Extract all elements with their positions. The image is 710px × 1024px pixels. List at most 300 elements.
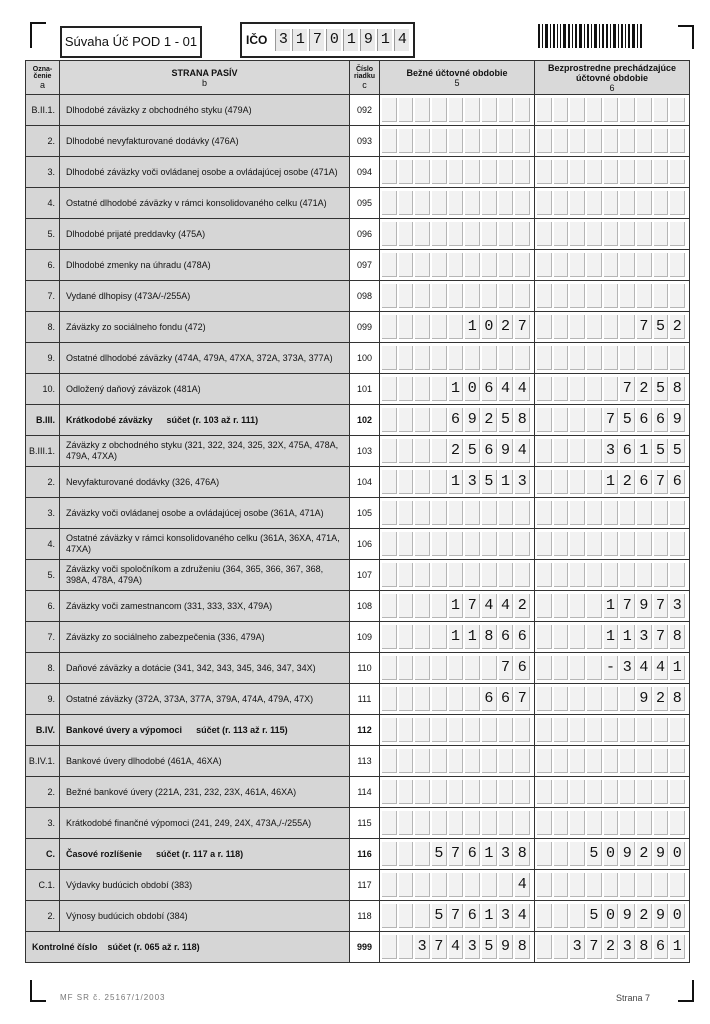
digit-cell (432, 501, 447, 525)
digit-cell (604, 346, 619, 370)
digit-cell: 1 (465, 625, 480, 649)
digit-cell: 1 (449, 470, 464, 494)
row-mark: Kontrolné číslo (32, 941, 98, 952)
row-description-text: Záväzky zo sociálneho fondu (472) (66, 321, 206, 332)
digit-cell (670, 873, 685, 897)
digit-cell: 4 (515, 873, 530, 897)
digit-cell (382, 346, 397, 370)
page-number: Strana 7 (616, 993, 651, 1003)
digit-cell (587, 222, 602, 246)
digit-cells (537, 594, 687, 618)
digit-cell: 7 (654, 594, 669, 618)
digit-cell (570, 439, 585, 463)
digit-cell (449, 284, 464, 308)
digit-cell (382, 842, 397, 866)
digit-cell (449, 749, 464, 773)
digit-cell (537, 718, 552, 742)
row-mark: 2. (26, 901, 60, 932)
current-period-value (380, 870, 535, 901)
digit-cell (587, 780, 602, 804)
digit-cells (537, 532, 687, 556)
col-b-letter: b (201, 77, 207, 88)
digit-cell (637, 98, 652, 122)
digit-cell: 2 (604, 935, 619, 959)
digit-cell (554, 718, 569, 742)
digit-cell (399, 346, 414, 370)
digit-cell (432, 253, 447, 277)
digit-cell (670, 532, 685, 556)
digit-cell (537, 284, 552, 308)
digit-cell (587, 687, 602, 711)
row-description (60, 343, 350, 374)
digit-cell (670, 346, 685, 370)
digit-cells (382, 98, 532, 122)
digit-cell (465, 780, 480, 804)
row-description (60, 374, 350, 405)
digit-cell (620, 315, 635, 339)
previous-period-value (535, 374, 690, 405)
digit-cell (399, 842, 414, 866)
digit-cell: 0 (465, 377, 480, 401)
digit-cell: 0 (604, 904, 619, 928)
col-b-title: STRANA PASÍV (171, 67, 238, 78)
digit-cell: 5 (482, 470, 497, 494)
digit-cell (482, 749, 497, 773)
digit-cells (537, 687, 687, 711)
digit-cell (499, 718, 514, 742)
digit-cell (604, 811, 619, 835)
digit-cell (620, 687, 635, 711)
digit-cell (399, 470, 414, 494)
digit-cell: 3 (620, 935, 635, 959)
digit-cell (637, 284, 652, 308)
digit-cell (482, 656, 497, 680)
digit-cell (432, 532, 447, 556)
digit-cell (537, 129, 552, 153)
digit-cell (449, 222, 464, 246)
digit-cell: 1 (604, 625, 619, 649)
digit-cell (515, 284, 530, 308)
digit-cell (670, 129, 685, 153)
digit-cells (382, 532, 532, 556)
previous-period-value (535, 746, 690, 777)
previous-period-value (535, 312, 690, 343)
row-mark: 10. (26, 374, 60, 405)
digit-cell (570, 253, 585, 277)
digit-cell (482, 780, 497, 804)
row-description-text: Krátkodobé záväzky (66, 414, 153, 425)
digit-cell (637, 129, 652, 153)
digit-cell (637, 811, 652, 835)
digit-cell (449, 873, 464, 897)
col-header-5 (380, 61, 535, 95)
digit-cell (554, 191, 569, 215)
table-row (26, 746, 690, 777)
digit-cell (499, 873, 514, 897)
digit-cell (415, 222, 430, 246)
digit-cell (465, 718, 480, 742)
digit-cell (449, 563, 464, 587)
digit-cell (415, 718, 430, 742)
previous-period-value (535, 157, 690, 188)
digit-cell (382, 811, 397, 835)
row-description-text: Ostatné záväzky (372A, 373A, 377A, 379A, 474A, 479A, 47X) (66, 693, 314, 704)
digit-cell (515, 346, 530, 370)
digit-cell (382, 656, 397, 680)
row-number: 116 (350, 839, 380, 870)
digit-cell (570, 315, 585, 339)
digit-cells (537, 470, 687, 494)
digit-cell: 6 (637, 470, 652, 494)
digit-cell: 7 (432, 935, 447, 959)
digit-cell (620, 811, 635, 835)
digit-cell: 7 (449, 904, 464, 928)
digit-cell (415, 749, 430, 773)
digit-cell (587, 470, 602, 494)
row-description-text: Časové rozlíšenie (66, 848, 143, 859)
digit-cell: 5 (654, 377, 669, 401)
digit-cell (515, 563, 530, 587)
row-description (60, 901, 350, 932)
row-description (60, 808, 350, 839)
previous-period-value (535, 715, 690, 746)
row-description (60, 126, 350, 157)
digit-cell: 0 (604, 842, 619, 866)
digit-cell: 6 (515, 656, 530, 680)
digit-cell (415, 594, 430, 618)
row-description-text: Záväzky z obchodného styku (321, 322, 324, 325, 32X, 475A, 478A, 479A, 47XA) (66, 440, 339, 461)
digit-cell (654, 253, 669, 277)
digit-cell (554, 377, 569, 401)
digit-cell (415, 563, 430, 587)
row-number: 102 (350, 405, 380, 436)
digit-cell (415, 656, 430, 680)
row-number: 114 (350, 777, 380, 808)
digit-cell (554, 625, 569, 649)
digit-cells (537, 935, 687, 959)
table-row (26, 281, 690, 312)
table-row (26, 95, 690, 126)
digit-cell (554, 749, 569, 773)
digit-cell (399, 191, 414, 215)
ico-digit: 9 (360, 29, 375, 51)
digit-cell: 4 (515, 904, 530, 928)
row-mark: 4. (26, 529, 60, 560)
digit-cell (670, 284, 685, 308)
digit-cell (399, 656, 414, 680)
digit-cell (465, 687, 480, 711)
row-mark: 4. (26, 188, 60, 219)
previous-period-value (535, 560, 690, 591)
digit-cell (654, 873, 669, 897)
col-c-letter: c (362, 79, 367, 90)
previous-period-value (535, 777, 690, 808)
digit-cell (670, 749, 685, 773)
digit-cell (449, 253, 464, 277)
digit-cell: 3 (515, 470, 530, 494)
row-number: 093 (350, 126, 380, 157)
ico-digit: 0 (326, 29, 341, 51)
row-description-text: Bankové úvery a výpomoci (66, 724, 183, 735)
current-period-value (380, 746, 535, 777)
digit-cell (570, 191, 585, 215)
digit-cell (670, 811, 685, 835)
digit-cell (399, 439, 414, 463)
digit-cell (415, 408, 430, 432)
digit-cell: 7 (499, 656, 514, 680)
row-mark: 7. (26, 622, 60, 653)
current-period-value (380, 932, 535, 963)
digit-cell (415, 284, 430, 308)
row-description-text: Ostatné dlhodobé záväzky (474A, 479A, 47XA, 372A, 373A, 377A) (66, 352, 333, 363)
digit-cell (415, 160, 430, 184)
digit-cell (554, 253, 569, 277)
digit-cell (554, 222, 569, 246)
digit-cell (670, 780, 685, 804)
digit-cell (432, 470, 447, 494)
digit-cell (604, 377, 619, 401)
digit-cell (587, 811, 602, 835)
digit-cell: 0 (670, 842, 685, 866)
footer-reference: MF SR č. 25167/1/2003 (60, 993, 166, 1002)
row-description (60, 715, 350, 746)
digit-cell (570, 811, 585, 835)
digit-cell (537, 501, 552, 525)
digit-cell: 2 (670, 315, 685, 339)
digit-cell: 9 (465, 408, 480, 432)
digit-cell (382, 625, 397, 649)
digit-cell: 7 (654, 625, 669, 649)
digit-cell (449, 501, 464, 525)
digit-cell (382, 315, 397, 339)
digit-cell (415, 346, 430, 370)
digit-cell (482, 532, 497, 556)
previous-period-value (535, 591, 690, 622)
liabilities-table (25, 60, 690, 963)
digit-cell: 6 (670, 470, 685, 494)
digit-cell (554, 160, 569, 184)
table-row (26, 839, 690, 870)
digit-cell (554, 780, 569, 804)
digit-cell (637, 501, 652, 525)
digit-cell (537, 594, 552, 618)
digit-cell (415, 687, 430, 711)
row-description-text: Výnosy budúcich období (384) (66, 910, 188, 921)
digit-cell (399, 873, 414, 897)
row-description-text: Krátkodobé finančné výpomoci (241, 249, 24X, 473A,/-/255A) (66, 817, 312, 828)
digit-cell (537, 160, 552, 184)
digit-cell (399, 501, 414, 525)
digit-cell (399, 718, 414, 742)
digit-cell (570, 98, 585, 122)
digit-cell: 9 (499, 439, 514, 463)
row-mark: B.III. (26, 405, 60, 436)
digit-cell (499, 129, 514, 153)
digit-cell (465, 160, 480, 184)
digit-cell: 6 (482, 439, 497, 463)
digit-cell: 6 (499, 687, 514, 711)
row-number: 098 (350, 281, 380, 312)
digit-cell (554, 470, 569, 494)
digit-cell (449, 191, 464, 215)
digit-cell (554, 532, 569, 556)
digit-cell (499, 563, 514, 587)
digit-cell (449, 687, 464, 711)
digit-cell (537, 532, 552, 556)
digit-cells (382, 501, 532, 525)
row-description (60, 560, 350, 591)
digit-cell (604, 284, 619, 308)
digit-cell (604, 222, 619, 246)
digit-cell (465, 563, 480, 587)
current-period-value (380, 591, 535, 622)
current-period-value (380, 405, 535, 436)
digit-cell (670, 222, 685, 246)
digit-cell (449, 811, 464, 835)
current-period-value (380, 684, 535, 715)
digit-cell (570, 594, 585, 618)
previous-period-value (535, 405, 690, 436)
digit-cell (587, 718, 602, 742)
digit-cell: 7 (515, 687, 530, 711)
digit-cell (570, 346, 585, 370)
row-number: 097 (350, 250, 380, 281)
digit-cells (537, 315, 687, 339)
row-description (60, 281, 350, 312)
table-row (26, 715, 690, 746)
digit-cell: 9 (499, 935, 514, 959)
table-row (26, 684, 690, 715)
current-period-value (380, 95, 535, 126)
ico-digit: 1 (292, 29, 307, 51)
digit-cell (432, 160, 447, 184)
digit-cell (604, 749, 619, 773)
digit-cell (637, 873, 652, 897)
digit-cell (382, 904, 397, 928)
digit-cell: 1 (449, 377, 464, 401)
row-mark: 2. (26, 126, 60, 157)
digit-cell (499, 749, 514, 773)
table-row (26, 932, 690, 963)
digit-cell (499, 98, 514, 122)
row-description (60, 405, 350, 436)
digit-cell (399, 315, 414, 339)
digit-cell (604, 687, 619, 711)
row-number: 110 (350, 653, 380, 684)
digit-cell (465, 656, 480, 680)
digit-cell (570, 160, 585, 184)
digit-cell (382, 594, 397, 618)
digit-cell (537, 842, 552, 866)
current-period-value (380, 219, 535, 250)
digit-cell (399, 222, 414, 246)
digit-cell (515, 811, 530, 835)
table-row (26, 901, 690, 932)
current-period-value (380, 777, 535, 808)
row-number: 099 (350, 312, 380, 343)
digit-cells (382, 935, 532, 959)
previous-period-value (535, 684, 690, 715)
digit-cell (570, 780, 585, 804)
digit-cell (432, 656, 447, 680)
digit-cell: 7 (620, 377, 635, 401)
digit-cells (382, 625, 532, 649)
digit-cell (637, 563, 652, 587)
ico-digit: 1 (343, 29, 358, 51)
digit-cell (465, 284, 480, 308)
digit-cell (637, 253, 652, 277)
digit-cell (554, 98, 569, 122)
digit-cell (604, 315, 619, 339)
digit-cell (415, 253, 430, 277)
digit-cells (382, 253, 532, 277)
col-6-title: Bezprostredne prechádzajúce účtovné obdobie (547, 62, 677, 83)
digit-cell (465, 811, 480, 835)
digit-cells (382, 377, 532, 401)
table-row (26, 467, 690, 498)
digit-cell (570, 656, 585, 680)
digit-cell (399, 284, 414, 308)
digit-cell (432, 191, 447, 215)
digit-cell (620, 253, 635, 277)
digit-cell (515, 749, 530, 773)
digit-cell (537, 408, 552, 432)
digit-cell (415, 842, 430, 866)
digit-cell (465, 873, 480, 897)
table-header (26, 61, 690, 95)
row-number: 109 (350, 622, 380, 653)
row-number: 113 (350, 746, 380, 777)
digit-cell: 3 (570, 935, 585, 959)
digit-cell (637, 346, 652, 370)
digit-cell (399, 129, 414, 153)
digit-cell (570, 408, 585, 432)
digit-cell (432, 594, 447, 618)
digit-cells (382, 811, 532, 835)
digit-cell (449, 129, 464, 153)
current-period-value (380, 374, 535, 405)
digit-cell (537, 315, 552, 339)
digit-cell (415, 191, 430, 215)
digit-cell: 3 (465, 935, 480, 959)
digit-cell (604, 873, 619, 897)
row-mark: 3. (26, 498, 60, 529)
digit-cell (415, 501, 430, 525)
digit-cell (620, 160, 635, 184)
digit-cell (587, 284, 602, 308)
digit-cells (537, 501, 687, 525)
current-period-value (380, 343, 535, 374)
digit-cell (670, 563, 685, 587)
digit-cell: 2 (449, 439, 464, 463)
digit-cell: 3 (415, 935, 430, 959)
table-row (26, 777, 690, 808)
digit-cells (382, 470, 532, 494)
digit-cell: 6 (620, 439, 635, 463)
digit-cell (554, 904, 569, 928)
digit-cell (399, 594, 414, 618)
digit-cell (570, 718, 585, 742)
digit-cell: 3 (499, 842, 514, 866)
row-number: 104 (350, 467, 380, 498)
current-period-value (380, 839, 535, 870)
digit-cell: 2 (637, 377, 652, 401)
digit-cell (432, 780, 447, 804)
digit-cells (537, 625, 687, 649)
digit-cell (537, 222, 552, 246)
digit-cell (554, 594, 569, 618)
digit-cell (415, 470, 430, 494)
